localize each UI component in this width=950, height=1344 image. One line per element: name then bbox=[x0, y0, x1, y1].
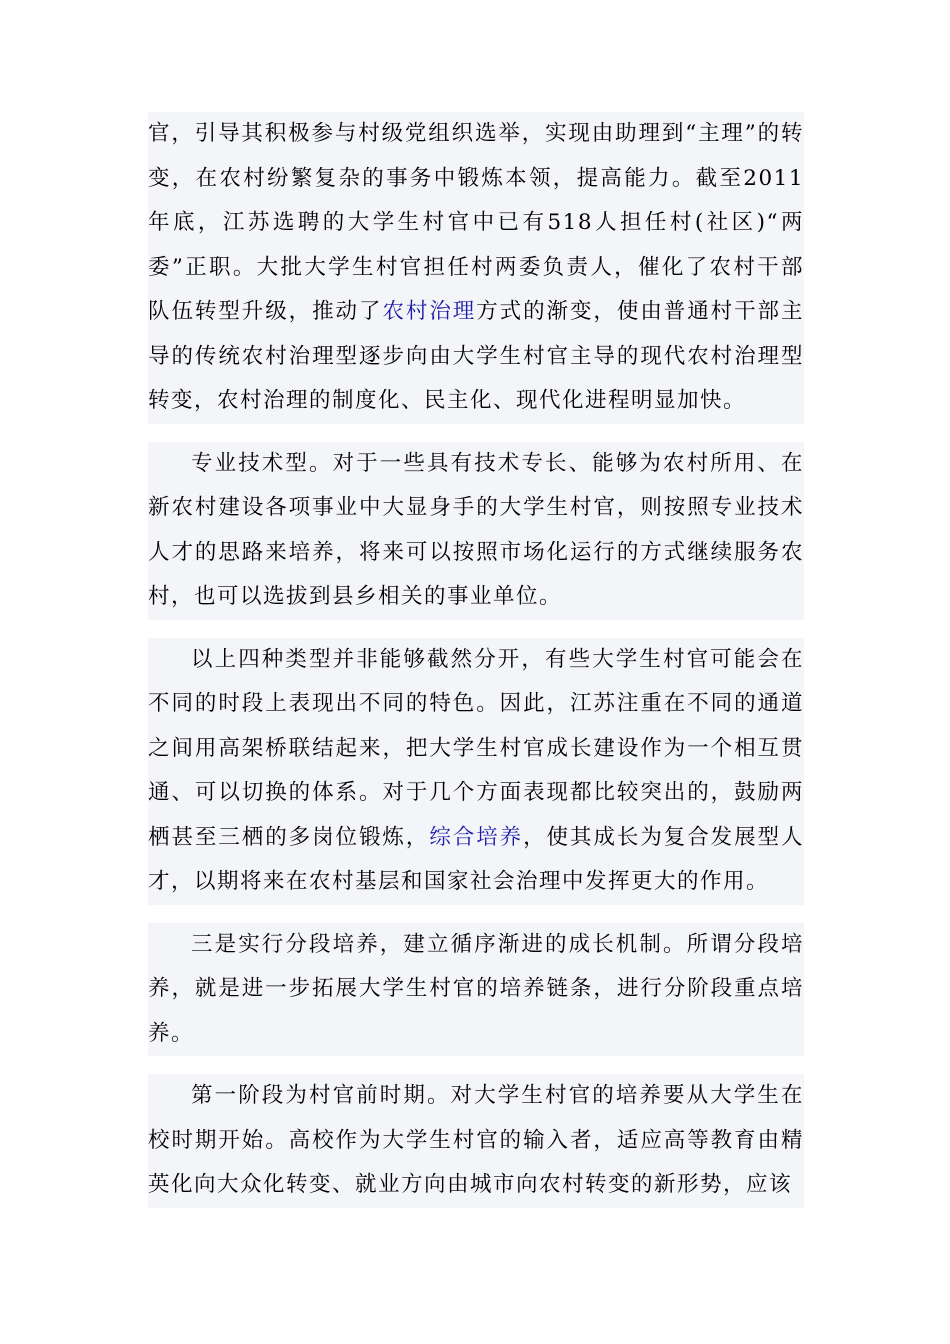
rural-governance-link[interactable]: 农村治理 bbox=[382, 299, 477, 324]
paragraph-staged-training bbox=[148, 923, 804, 1057]
paragraph-first-stage bbox=[148, 1074, 804, 1208]
paragraph-text: 方式的渐变，使由普通村干部主导的传统农村治理型逐步向由大学生村官主导的现代农村治理型转变，农村治理的制度化、民主化、现代化进程明显加快。 bbox=[148, 299, 804, 413]
comprehensive-training-link[interactable]: 综合培养 bbox=[429, 824, 524, 850]
paragraph-text: 专业技术型。对于一些具有技术专长、能够为农村所用、在新农村建设各项事业中大显身手的大学生村官，则按照专业技术人才的思路来培养，将来可以按照市场化运行的方式继续服务农村，也可以选拔到县乡相关的事业单位。 bbox=[148, 450, 804, 609]
paragraph-text: 三是实行分段培养，建立循序渐进的成长机制。所谓分段培养，就是进一步拓展大学生村官的培养链条，进行分阶段重点培养。 bbox=[148, 931, 804, 1046]
paragraph-village-official-governance bbox=[148, 112, 804, 424]
document-body bbox=[148, 112, 804, 1226]
paragraph-professional-technical bbox=[148, 442, 804, 620]
paragraph-text: 官，引导其积极参与村级党组织选举，实现由助理到“主理”的转变，在农村纷繁复杂的事务中锻炼本领，提高能力。截至2011年底，江苏选聘的大学生村官中已有518人担任村(社区)“两委”正职。大批大学生村官担任村两委负责人，催化了农村干部队伍转型升级，推动了 bbox=[148, 121, 804, 324]
paragraph-four-types bbox=[148, 638, 804, 905]
paragraph-text: ，使其成长为复合发展型人才，以期将来在农村基层和国家社会治理中发挥更大的作用。 bbox=[148, 824, 804, 894]
paragraph-text: 第一阶段为村官前时期。对大学生村官的培养要从大学生在校时期开始。高校作为大学生村官的输入者，适应高等教育由精英化向大众化转变、就业方向由城市向农村转变的新形势，应该 bbox=[148, 1083, 804, 1197]
paragraph-text: 以上四种类型并非能够截然分开，有些大学生村官可能会在不同的时段上表现出不同的特色。因此，江苏注重在不同的通道之间用高架桥联结起来，把大学生村官成长建设作为一个相互贯通、可以切换的体系。对于几个方面表现都比较突出的，鼓励两栖甚至三栖的多岗位锻炼， bbox=[148, 646, 804, 850]
